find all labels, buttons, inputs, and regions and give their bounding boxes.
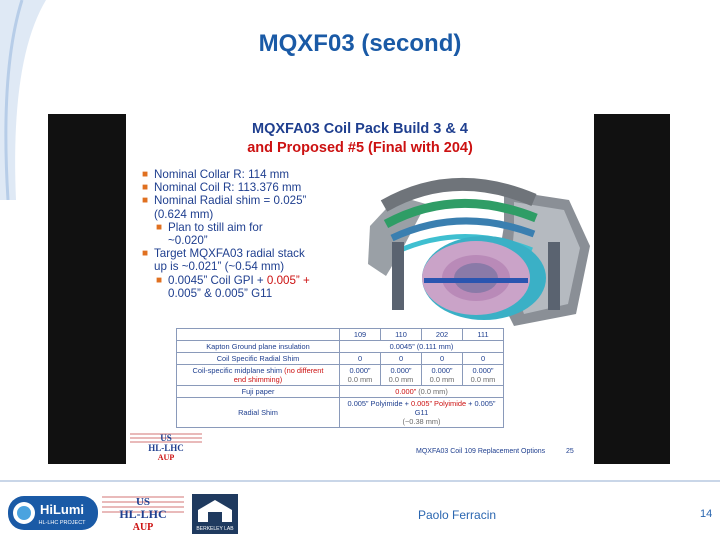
svg-text:HiLumi: HiLumi — [39, 502, 85, 517]
bullet-item: ■ Nominal Collar R: 114 mm — [142, 168, 290, 181]
embedded-footer-text: MQXFA03 Coil 109 Replacement Options — [416, 448, 546, 455]
table-cell: 0 — [340, 353, 381, 365]
footer-divider — [0, 480, 720, 482]
bullet-square-icon: ■ — [142, 169, 149, 180]
table-cell: 0 — [422, 353, 463, 365]
table-cell: 0.005” Polyimide + 0.005” Polyimide + 0.005” G11 (~0.38 mm) — [340, 398, 504, 428]
svg-text:US: US — [160, 433, 172, 443]
sub-bullet-item: ■ 0.0045” Coil GPI + 0.005” + 0.005” & 0.005” G11 — [156, 273, 310, 300]
bullet-item: ■ Nominal Radial shim = 0.025” (0.624 mm) — [142, 194, 307, 221]
embedded-title — [126, 120, 594, 158]
table-cell: 0.000” (0.0 mm) — [340, 386, 504, 398]
author-name: Paolo Ferracin — [418, 508, 497, 522]
sub-bullet-item: ■ Plan to still aim for ~0.020” — [156, 220, 263, 248]
svg-text:HL-LHC: HL-LHC — [148, 443, 184, 453]
us-hllhc-aup-logo — [128, 430, 204, 462]
table-row — [177, 365, 504, 386]
bullet-list — [142, 168, 372, 300]
table-header-cell: 109 — [340, 329, 381, 341]
table-cell: 0 — [463, 353, 504, 365]
embedded-slide-screenshot — [48, 114, 670, 464]
table-row-label: Fuji paper — [177, 386, 340, 398]
bullet-square-icon: ■ — [156, 274, 163, 286]
table-row — [177, 386, 504, 398]
slide-title: MQXF03 (second) — [258, 30, 462, 57]
shim-table — [176, 328, 504, 428]
svg-text:AUP: AUP — [132, 522, 154, 533]
table-header-cell: 111 — [463, 329, 504, 341]
bullet-square-icon: ■ — [156, 221, 163, 233]
table-cell: 0.000” 0.0 mm — [340, 365, 381, 386]
embedded-slide — [126, 114, 594, 464]
table-row-label: Kapton Ground plane insulation — [177, 341, 340, 353]
svg-text:HL-LHC PROJECT: HL-LHC PROJECT — [38, 520, 86, 526]
table-row — [177, 341, 504, 353]
coil-pack-rendering — [364, 166, 590, 326]
bullet-square-icon: ■ — [142, 182, 149, 194]
embedded-title-line1: MQXFA03 Coil Pack Build 3 & 4 — [252, 121, 468, 137]
svg-text:US: US — [135, 496, 151, 508]
svg-text:HL-LHC: HL-LHC — [119, 507, 167, 521]
table-row-label: Coil-specific midplane shim (no different end shimming) — [177, 365, 340, 386]
us-hllhc-aup-footer-logo — [100, 492, 186, 534]
hilumi-logo — [8, 496, 98, 530]
table-header-cell: 202 — [422, 329, 463, 341]
table-cell: 0.0045” (0.111 mm) — [340, 341, 504, 353]
table-cell: 0.000” 0.0 mm — [381, 365, 422, 386]
embedded-title-line2: and Proposed #5 (Final with 204) — [247, 140, 473, 156]
table-cell: 0.000” 0.0 mm — [463, 365, 504, 386]
table-row-label: Radial Shim — [177, 398, 340, 428]
bullet-item: ■ Target MQXFA03 radial stack up is ~0.021” (~0.54 mm) — [142, 247, 305, 274]
table-header-row — [177, 329, 504, 341]
bullet-square-icon: ■ — [142, 195, 149, 207]
berkeley-lab-logo — [192, 494, 238, 534]
bullet-item: ■ Nominal Coil R: 113.376 mm — [142, 181, 302, 195]
table-cell: 0 — [381, 353, 422, 365]
svg-text:BERKELEY LAB: BERKELEY LAB — [196, 526, 234, 532]
embedded-page-number: 25 — [566, 448, 574, 455]
page-number: 14 — [700, 508, 713, 520]
table-cell: 0.000” 0.0 mm — [422, 365, 463, 386]
table-row — [177, 398, 504, 428]
bullet-square-icon: ■ — [142, 248, 149, 260]
table-header-cell: 110 — [381, 329, 422, 341]
svg-text:AUP: AUP — [157, 453, 175, 462]
table-row — [177, 353, 504, 365]
table-row-label: Coil Specific Radial Shim — [177, 353, 340, 365]
